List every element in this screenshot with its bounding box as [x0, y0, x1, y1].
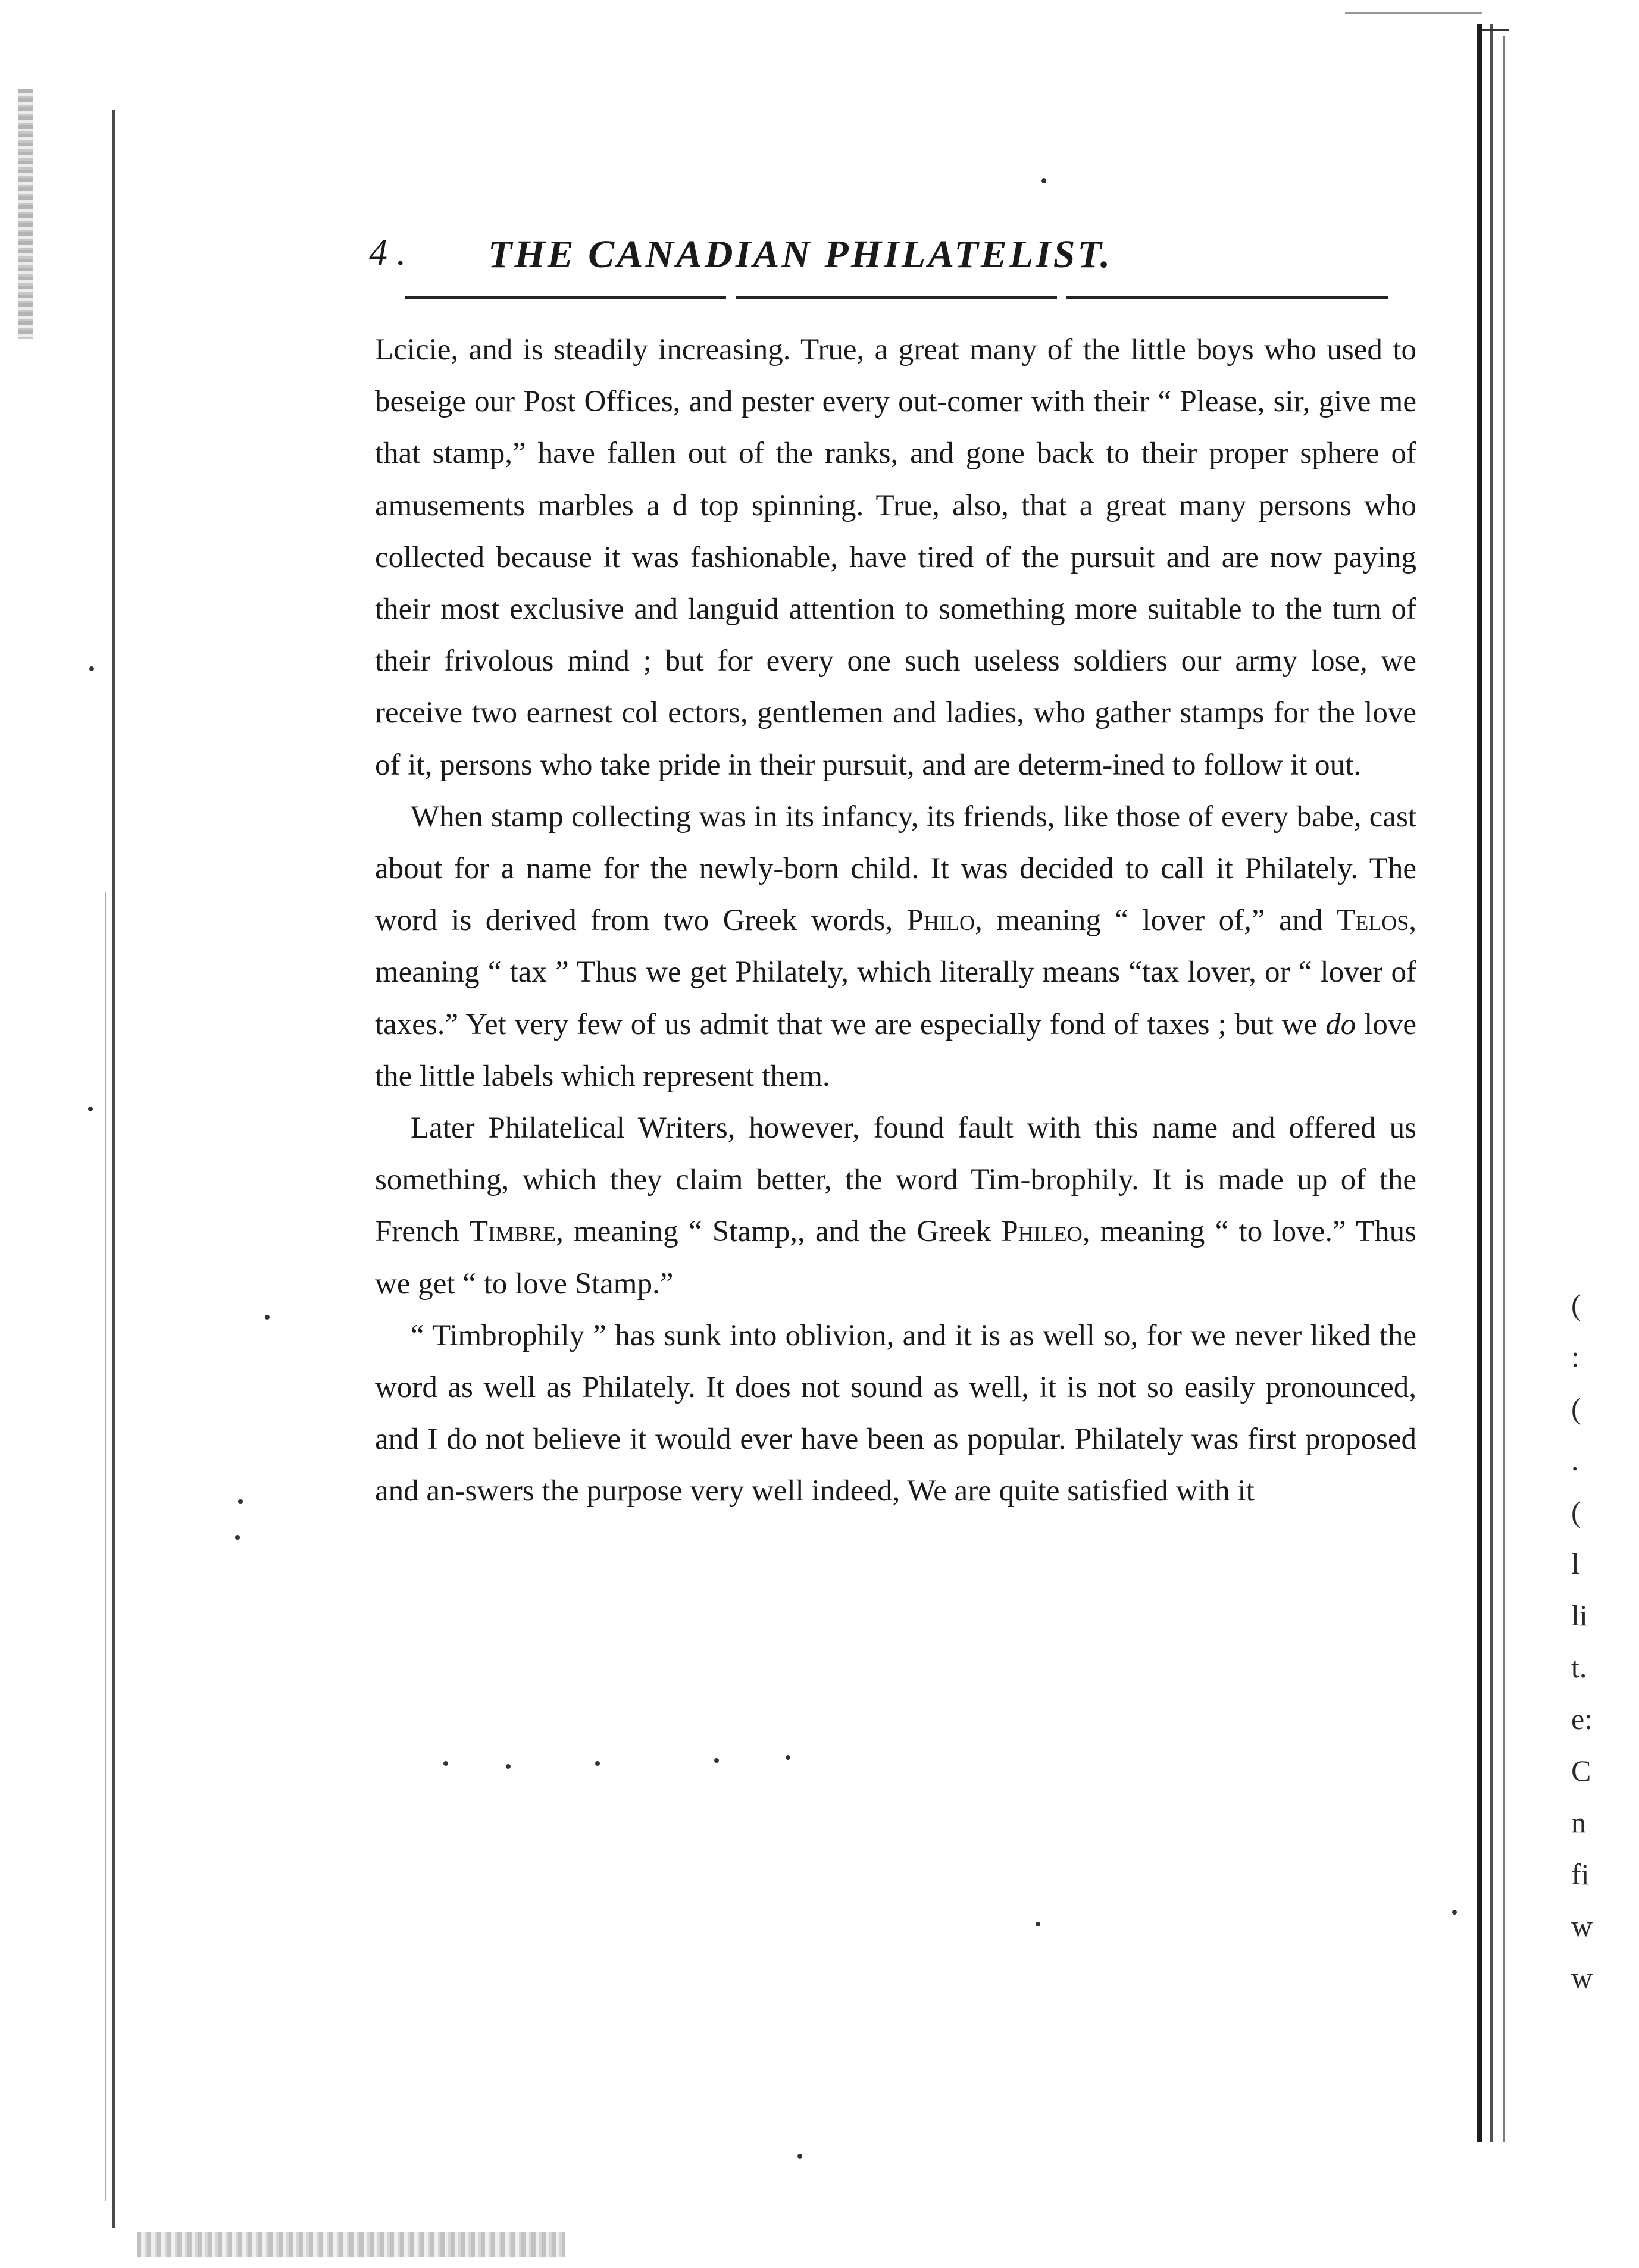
greek-word: Telos,: [1337, 904, 1416, 938]
scan-speck: [238, 1499, 243, 1504]
paragraph-text: meaning “ to love.” Thus we get “ to love Stamp.”: [375, 1215, 1417, 1301]
fragment: fi: [1571, 1857, 1590, 1891]
running-title: THE CANADIAN PHILATELIST.: [488, 233, 1113, 276]
scan-speck: [1036, 1922, 1040, 1926]
paragraph-text: meaning “ tax ” Thus we get Philately, which literally means “tax lover, or “ lover of taxes.” Yet very few of us admit that we are especially fond of taxes ; but we: [375, 956, 1416, 1041]
scan-speck: [595, 1761, 600, 1766]
paragraph-text: meaning “ lover of,” and: [982, 904, 1337, 938]
scan-speck: [1452, 1910, 1457, 1915]
page-border-left-thin: [105, 892, 106, 2201]
paragraph-text: meaning “ Stamp,, and the Greek: [563, 1215, 1002, 1249]
binding-edge-rule-3: [1503, 36, 1505, 2142]
scan-edge-artifact-bottom: [137, 2232, 565, 2257]
page-header: [369, 232, 1393, 286]
article-body: [375, 324, 1416, 1518]
paragraph-text: Later Philatelical Writers, however, found fault with this name and offered us something, which they claim better, the word Tim-brophily. It is made up of the French: [375, 1111, 1416, 1249]
paragraph-text: love the little labels which represent them.: [375, 1007, 1416, 1093]
scan-mark-top: [1345, 12, 1482, 14]
paragraph-3: [375, 1102, 1416, 1310]
paragraph-2: [375, 791, 1416, 1102]
fragment: w: [1571, 1909, 1593, 1943]
scan-speck: [786, 1755, 790, 1760]
scan-speck: [443, 1761, 448, 1766]
page-number: 4 .: [369, 233, 406, 273]
fragment: (: [1571, 1495, 1581, 1528]
binding-edge-rule: [1477, 24, 1482, 2142]
scan-edge-artifact-left: [18, 89, 33, 339]
greek-word: Philo,: [906, 904, 983, 938]
paragraph-text: When stamp collecting was in its infancy, its friends, like those of every babe, cast about for a name for the newly-born child. It was decided to call it Philately. The word is derived from two Greek words,: [375, 800, 1416, 938]
paragraph-4: [375, 1310, 1416, 1518]
fragment: l: [1571, 1547, 1579, 1580]
fragment: .: [1571, 1443, 1579, 1477]
scan-speck: [88, 1107, 93, 1111]
fragment: (: [1571, 1392, 1581, 1425]
paragraph-text: “ Timbrophily ” has sunk into oblivion, and it is as well so, for we never liked the word as well as Philately. It does not sound as well, it is not so easily pronounced, and I do not believe it would ever have been as popular. Philately was first proposed and an-swers the purpose very well indeed, We are quite satisfied with it: [375, 1318, 1416, 1508]
emphasis: do: [1325, 1007, 1356, 1041]
paragraph-1: [375, 324, 1416, 791]
paragraph-text: Lcicie, and is steadily increasing. True, a great many of the little boys who used to beseige our Post Offices, and pester every out-comer with their “ Please, sir, give me that stamp,” have fallen out of the ranks, and gone back to their proper sphere of amusements marbles a d top spinning. True, also, that a great many persons who collected because it was fashionable, have tired of the pursuit and are now paying their most exclusive and languid attention to something more suitable to the turn of their frivolous mind ; but for every one such useless soldiers our army lose, we receive two earnest col ectors, gentlemen and ladies, who gather stamps for the love of it, persons who take pride in their pursuit, and are determ-ined to follow it out.: [375, 333, 1416, 782]
scan-speck: [506, 1764, 511, 1769]
scan-speck: [235, 1535, 240, 1540]
fragment: (: [1571, 1288, 1581, 1321]
fragment: e:: [1571, 1702, 1593, 1736]
fragment: w: [1571, 1961, 1593, 1994]
page-border-left: [112, 110, 115, 2228]
greek-word: Phileo,: [1001, 1215, 1090, 1249]
scan-speck: [89, 666, 94, 671]
scan-speck: [797, 2154, 802, 2159]
scan-speck: [1041, 178, 1046, 183]
fragment: C: [1571, 1754, 1591, 1787]
binding-edge-rule-2: [1490, 24, 1493, 2142]
scan-speck: [714, 1758, 719, 1763]
fragment: li: [1571, 1599, 1588, 1632]
fragment: n: [1571, 1806, 1586, 1839]
facing-page-fragments: [1571, 1279, 1625, 2004]
french-word: Timbre,: [469, 1215, 564, 1249]
scan-speck: [265, 1315, 270, 1320]
fragment: t.: [1571, 1650, 1587, 1684]
fragment: :: [1571, 1340, 1579, 1373]
header-rule: [405, 296, 1393, 299]
scan-mark-hook: [1482, 29, 1509, 31]
